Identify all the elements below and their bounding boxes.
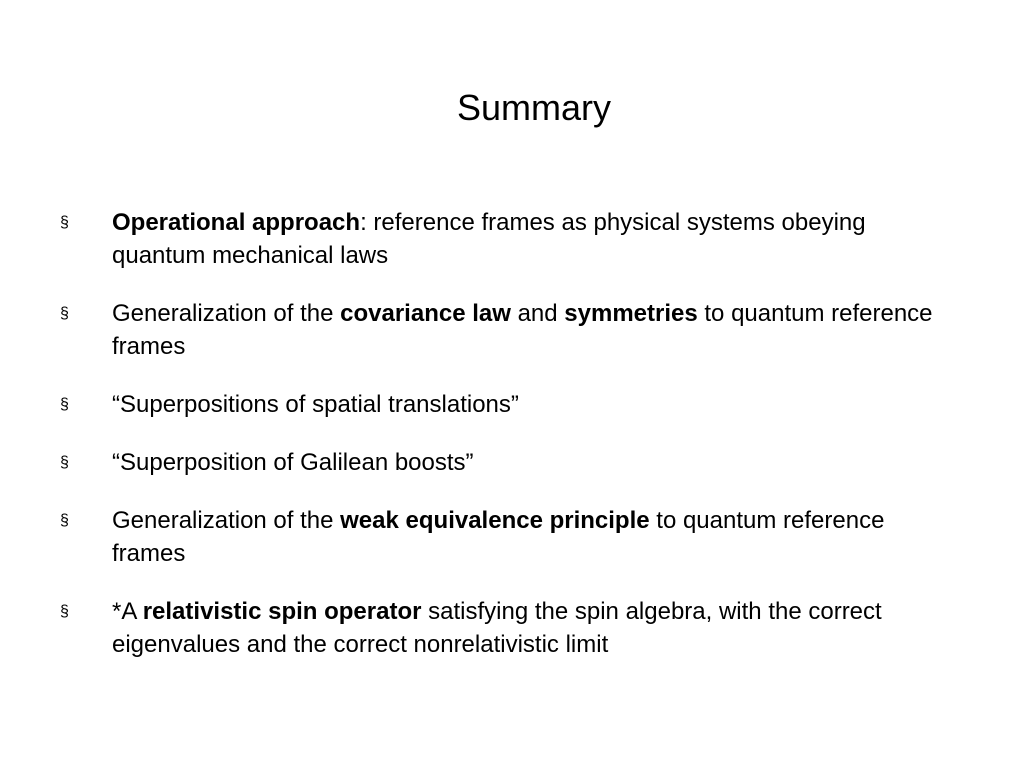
bullet-text [112,300,933,360]
bullet-text [112,391,519,418]
bullet-text-normal: and [510,300,565,327]
bullet-item [60,595,960,661]
bullet-marker-icon: § [60,396,69,413]
bullet-text-normal: : reference frames as physical systems obeying quantum mechanical laws [112,209,866,269]
bullet-item [60,504,960,570]
bullet-text-normal: to quantum reference frames [112,300,933,360]
bullet-text [112,598,882,658]
bullet-text-normal: “Superpositions of spatial translations” [112,391,519,418]
bullet-text-normal: “Superposition of Galilean boosts” [112,449,474,476]
bullet-marker-icon: § [60,603,69,620]
bullet-marker-icon: § [60,454,69,471]
bullet-text [112,449,474,476]
bullet-text [112,507,884,567]
bullet-text-normal: Generalization of the [112,507,341,534]
bullet-item [60,388,960,421]
bullet-marker-icon: § [60,305,69,322]
bullet-text-bold: symmetries [564,300,698,327]
bullet-marker-icon: § [60,214,69,231]
bullet-text-normal: satisfying the spin algebra, with the correct eigenvalues and the correct nonrelativistic limit [112,598,882,658]
bullet-text-bold: Operational approach [112,209,361,236]
bullet-text-bold: covariance law [340,300,511,327]
bullet-text-bold: relativistic spin operator [142,598,422,625]
bullet-text-normal: to quantum reference frames [112,507,885,567]
bullet-item [60,206,960,272]
bullet-text-normal: Generalization of the [112,300,341,327]
bullet-item [60,297,960,363]
bullet-text-bold: weak equivalence principle [340,507,650,534]
bullet-text-normal: *A [112,598,143,625]
bullet-text [112,209,866,269]
bullet-item [60,446,960,479]
bullet-list [60,206,960,686]
bullet-marker-icon: § [60,512,69,529]
slide-title: Summary [456,87,612,128]
